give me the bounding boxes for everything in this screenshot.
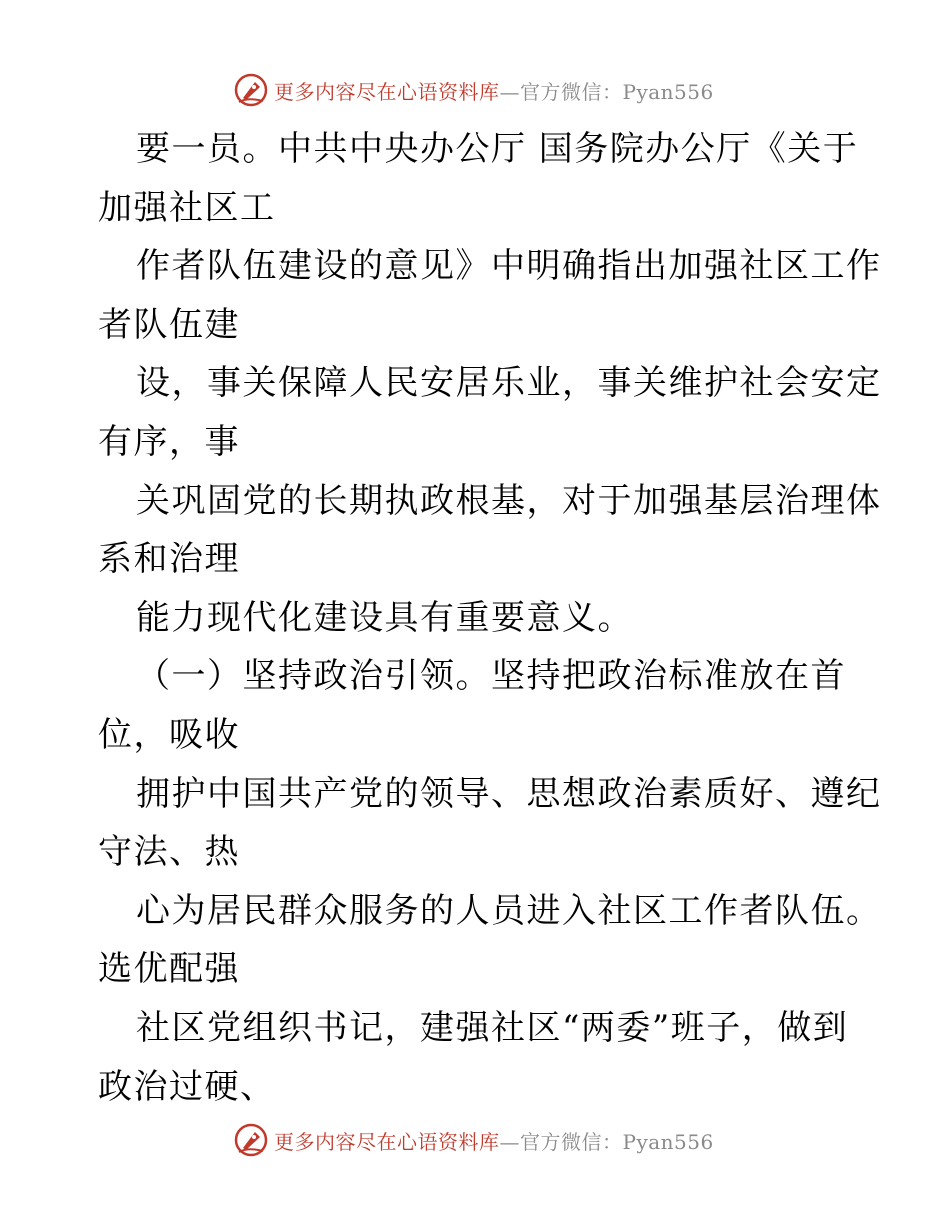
text-line: 系和治理 [98,539,240,580]
footer-banner-wechat-text: 官方微信：Pyan556 [520,1129,714,1154]
footer-banner-dash: — [499,1129,520,1154]
header-banner-red-text: 更多内容尽在心语资料库 [274,79,500,104]
footer-banner-red-text: 更多内容尽在心语资料库 [274,1129,500,1154]
pen-nib-logo-icon [234,1123,268,1157]
text-line: 能力现代化建设具有重要意义。 [136,597,633,638]
document-body-text [98,120,882,1116]
footer-banner-text [274,1126,714,1155]
footer-watermark-banner [234,1120,714,1160]
text-line: 心为居民群众服务的人员进入社区工作者队伍。 [136,890,882,931]
text-line: （一）坚持政治引领。坚持把政治标准放在首 [136,656,846,697]
text-line: 加强社区工 [98,187,276,228]
text-line: 守法、热 [98,832,240,873]
text-line: 位，吸收 [98,714,240,755]
text-line: 作者队伍建设的意见》中明确指出加强社区工作 [136,246,882,287]
text-line: 要一员。中共中央办公厅 国务院办公厅《关于 [136,129,859,169]
header-banner-text [274,76,714,105]
text-line: 拥护中国共产党的领导、思想政治素质好、遵纪 [136,773,882,814]
text-line: 选优配强 [98,949,240,990]
header-banner-wechat-text: 官方微信：Pyan556 [520,79,714,104]
text-line: 者队伍建 [98,304,240,345]
text-line: 政治过硬、 [98,1066,276,1107]
pen-nib-logo-icon [234,73,268,107]
text-line: 有序，事 [98,421,240,462]
text-line: 关巩固党的长期执政根基，对于加强基层治理体 [136,480,882,521]
header-banner-dash: — [499,79,520,104]
text-line: 设，事关保障人民安居乐业，事关维护社会安定 [136,363,882,404]
text-line: 社区党组织书记，建强社区“两委”班子，做到 [136,1007,849,1048]
header-watermark-banner [234,70,714,110]
